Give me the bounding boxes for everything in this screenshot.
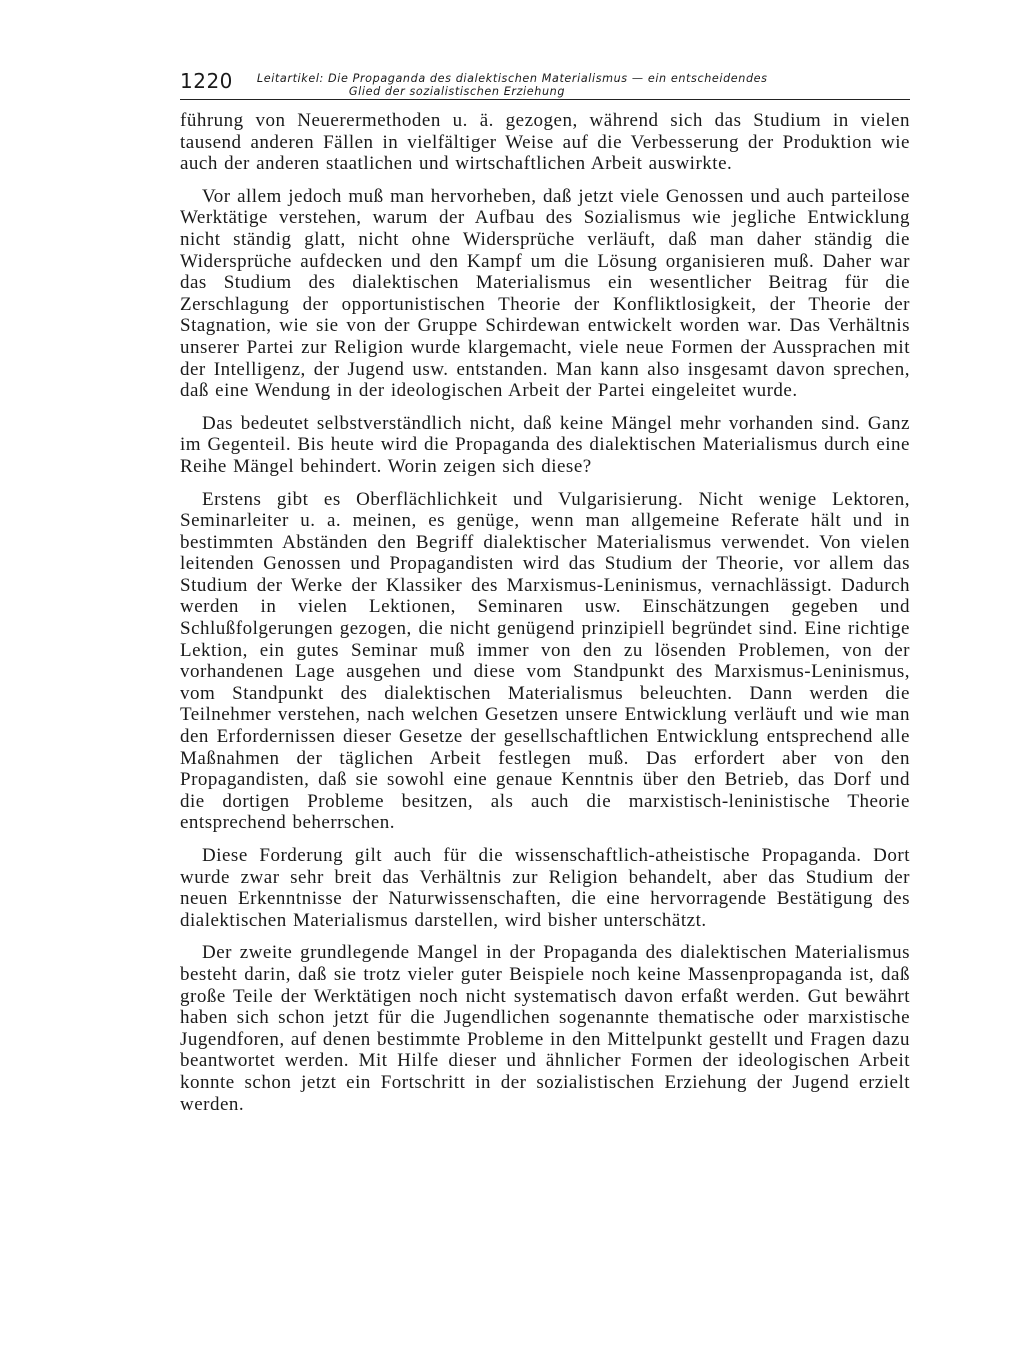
document-page	[180, 68, 910, 1126]
paragraph-2: Vor allem jedoch muß man hervorheben, daß jetzt viele Genossen und auch parteilose Werktätige verstehen, warum der Aufbau des Sozialismus wie jegliche Entwicklung nicht ständig glatt, nicht ohne Widersprüche verläuft, daß man daher ständig die Widersprüche aufdecken und den Kampf um die Lösung organisieren muß. Daher war das Studium des dialektischen Materialismus ein wesentlicher Beitrag für die Zerschlagung der opportunistischen Theorie der Konfliktlosigkeit, der Theorie der Stagnation, wie sie von der Gruppe Schirdewan entwickelt worden war. Das Verhältnis unserer Partei zur Religion wurde klargemacht, viele neue Formen der Aussprachen mit der Intelligenz, der Jugend usw. entstanden. Man kann also insgesamt davon sprechen, daß eine Wendung in der ideologischen Arbeit der Partei eingeleitet wurde.	[180, 185, 910, 402]
header-title-line-2: Glied der sozialistischen Erziehung	[348, 85, 566, 98]
article-body	[180, 110, 910, 1115]
running-header	[180, 68, 910, 100]
header-title-line-1: Leitartikel: Die Propaganda des dialektischen Materialismus — ein entscheidendes	[256, 72, 768, 85]
paragraph-1: führung von Neuerermethoden u. ä. gezogen, während sich das Studium in vielen tausend anderen Fällen in vielfältiger Weise auf die Verbesserung der Produktion wie auch der anderen staatlichen und wirtschaftlichen Arbeit auswirkte.	[180, 110, 910, 175]
header-title	[257, 68, 910, 98]
page-number: 1220	[180, 69, 233, 93]
paragraph-5: Diese Forderung gilt auch für die wissenschaftlich-atheistische Propaganda. Dort wurde zwar sehr breit das Verhältnis zur Religion behandelt, aber das Studium der neuen Erkenntnisse der Naturwissenschaften, die eine hervorragende Bestätigung des dialektischen Materialismus darstellen, wird bisher unterschätzt.	[180, 845, 910, 931]
paragraph-4: Erstens gibt es Oberflächlichkeit und Vulgarisierung. Nicht wenige Lektoren, Seminarleiter u. a. meinen, es genüge, wenn man allgemeine Referate hält und in bestimmten Abständen den Begriff dialektischer Materialismus verwendet. Von vielen leitenden Genossen und Propagandisten wird das Studium der Theorie, vor allem das Studium der Werke der Klassiker des Marxismus-Leninismus, vernachlässigt. Dadurch werden in vielen Lektionen, Seminaren usw. Einschätzungen gegeben und Schlußfolgerungen gezogen, die nicht genügend prinzipiell begründet sind. Eine richtige Lektion, ein gutes Seminar muß immer von den zu lösenden Problemen, von der vorhandenen Lage ausgehen und diese vom Standpunkt des Marxismus-Leninismus, vom Standpunkt des dialektischen Materialismus beleuchten. Dann werden die Teilnehmer verstehen, nach welchen Gesetzen unsere Entwicklung verläuft und wie man den Erfordernissen dieser Gesetze der gesellschaftlichen Entwicklung entsprechend alle Maßnahmen der täglichen Arbeit festlegen muß. Das erfordert aber von den Propagandisten, daß sie sowohl eine genaue Kenntnis über den Betrieb, das Dorf und die dortigen Probleme besitzen, als auch die marxistisch-leninistische Theorie entsprechend beherrschen.	[180, 488, 910, 834]
paragraph-6: Der zweite grundlegende Mangel in der Propaganda des dialektischen Materialismus besteht darin, daß sie trotz vieler guter Beispiele noch keine Massenpropaganda ist, daß große Teile der Werktätigen noch nicht systematisch davon erfaßt werden. Gut bewährt haben sich schon jetzt für die Jugendlichen sogenannte thematische oder marxistische Jugendforen, auf denen bestimmte Probleme in den Mittelpunkt gestellt und Fragen dazu beantwortet werden. Mit Hilfe dieser und ähnlicher Formen der ideologischen Arbeit konnte schon jetzt ein Fortschritt in der sozialistischen Erziehung der Jugend erzielt werden.	[180, 942, 910, 1115]
paragraph-3: Das bedeutet selbstverständlich nicht, daß keine Mängel mehr vorhanden sind. Ganz im Gegenteil. Bis heute wird die Propaganda des dialektischen Materialismus durch eine Reihe Mängel behindert. Worin zeigen sich diese?	[180, 412, 910, 477]
